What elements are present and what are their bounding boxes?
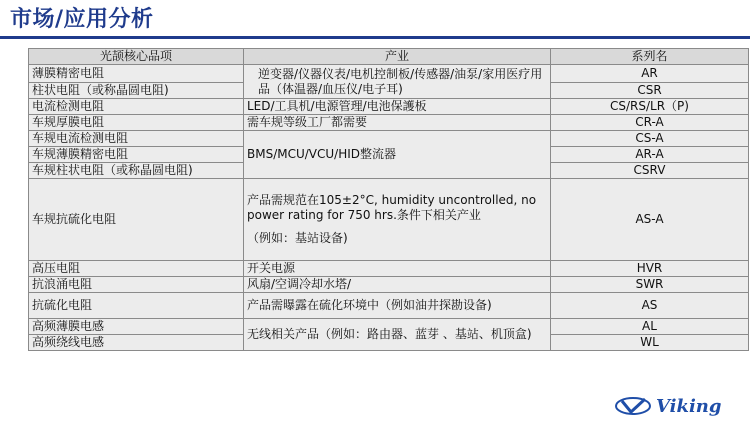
series-cell: CSR xyxy=(551,83,749,99)
product-cell: 车规电流检测电阻 xyxy=(29,131,244,147)
table-row xyxy=(29,179,749,261)
product-cell: 高频薄膜电感 xyxy=(29,319,244,335)
table-row xyxy=(29,115,749,131)
industry-cell-auto-thick: 需车规等级工厂都需要 xyxy=(244,115,551,131)
header-series-name: 系列名 xyxy=(551,49,749,65)
series-cell: CSRV xyxy=(551,163,749,179)
industry-cell-rf: 无线相关产品（例如：路由器、蓝芽 、基站、机顶盒) xyxy=(244,319,551,351)
industry-cell-high-voltage: 开关电源 xyxy=(244,261,551,277)
industry-cell-auto-bms: BMS/MCU/VCU/HID整流器 xyxy=(244,131,551,179)
header-industry: 产业 xyxy=(244,49,551,65)
product-cell: 抗浪涌电阻 xyxy=(29,277,244,293)
product-cell: 车规厚膜电阻 xyxy=(29,115,244,131)
table-header-row xyxy=(29,49,749,65)
product-cell: 车规薄膜精密电阻 xyxy=(29,147,244,163)
industry-cell-sulfur: 产品需曝露在硫化环境中（例如油井探勘设备) xyxy=(244,293,551,319)
industry-note-auto-sulfur: （例如：基站设备) xyxy=(247,231,348,245)
industry-cell-current-sense: LED/工具机/电源管理/电池保護板 xyxy=(244,99,551,115)
industry-text-auto-sulfur: 产品需规范在105±2°C, humidity uncontrolled, no power rating for 750 hrs.条件下相关产业 xyxy=(247,193,537,222)
market-application-table xyxy=(28,48,749,351)
series-cell: AS-A xyxy=(551,179,749,261)
series-cell: CR-A xyxy=(551,115,749,131)
series-cell: AR xyxy=(551,65,749,83)
title-underline xyxy=(0,36,750,39)
product-cell: 薄膜精密电阻 xyxy=(29,65,244,83)
series-cell: AR-A xyxy=(551,147,749,163)
viking-logo-text: Viking xyxy=(656,396,722,417)
table-row xyxy=(29,65,749,83)
product-cell: 高频绕线电感 xyxy=(29,335,244,351)
viking-logo xyxy=(614,395,748,417)
series-cell: CS/RS/LR（P) xyxy=(551,99,749,115)
page-title: 市场/应用分析 xyxy=(10,7,154,32)
series-cell: CS-A xyxy=(551,131,749,147)
industry-cell-auto-sulfur xyxy=(244,179,551,261)
series-cell: WL xyxy=(551,335,749,351)
product-cell: 抗硫化电阻 xyxy=(29,293,244,319)
product-cell: 高压电阻 xyxy=(29,261,244,277)
table-row xyxy=(29,319,749,335)
industry-cell-general: 逆变器/仪器仪表/电机控制板/传感器/油泵/家用医疗用品（体温器/血压仪/电子耳) xyxy=(244,65,551,99)
table-row xyxy=(29,261,749,277)
product-cell: 柱状电阻（或称晶圆电阻) xyxy=(29,83,244,99)
table-row xyxy=(29,293,749,319)
table-row xyxy=(29,277,749,293)
product-cell: 电流检测电阻 xyxy=(29,99,244,115)
series-cell: HVR xyxy=(551,261,749,277)
table-row xyxy=(29,131,749,147)
series-cell: SWR xyxy=(551,277,749,293)
product-cell: 车规抗硫化电阻 xyxy=(29,179,244,261)
viking-logo-icon xyxy=(614,395,654,417)
industry-cell-surge: 风扇/空调冷却水塔/ xyxy=(244,277,551,293)
series-cell: AS xyxy=(551,293,749,319)
series-cell: AL xyxy=(551,319,749,335)
table-row xyxy=(29,99,749,115)
header-core-products: 光颉核心品项 xyxy=(29,49,244,65)
product-cell: 车规柱状电阻（或称晶圆电阻) xyxy=(29,163,244,179)
